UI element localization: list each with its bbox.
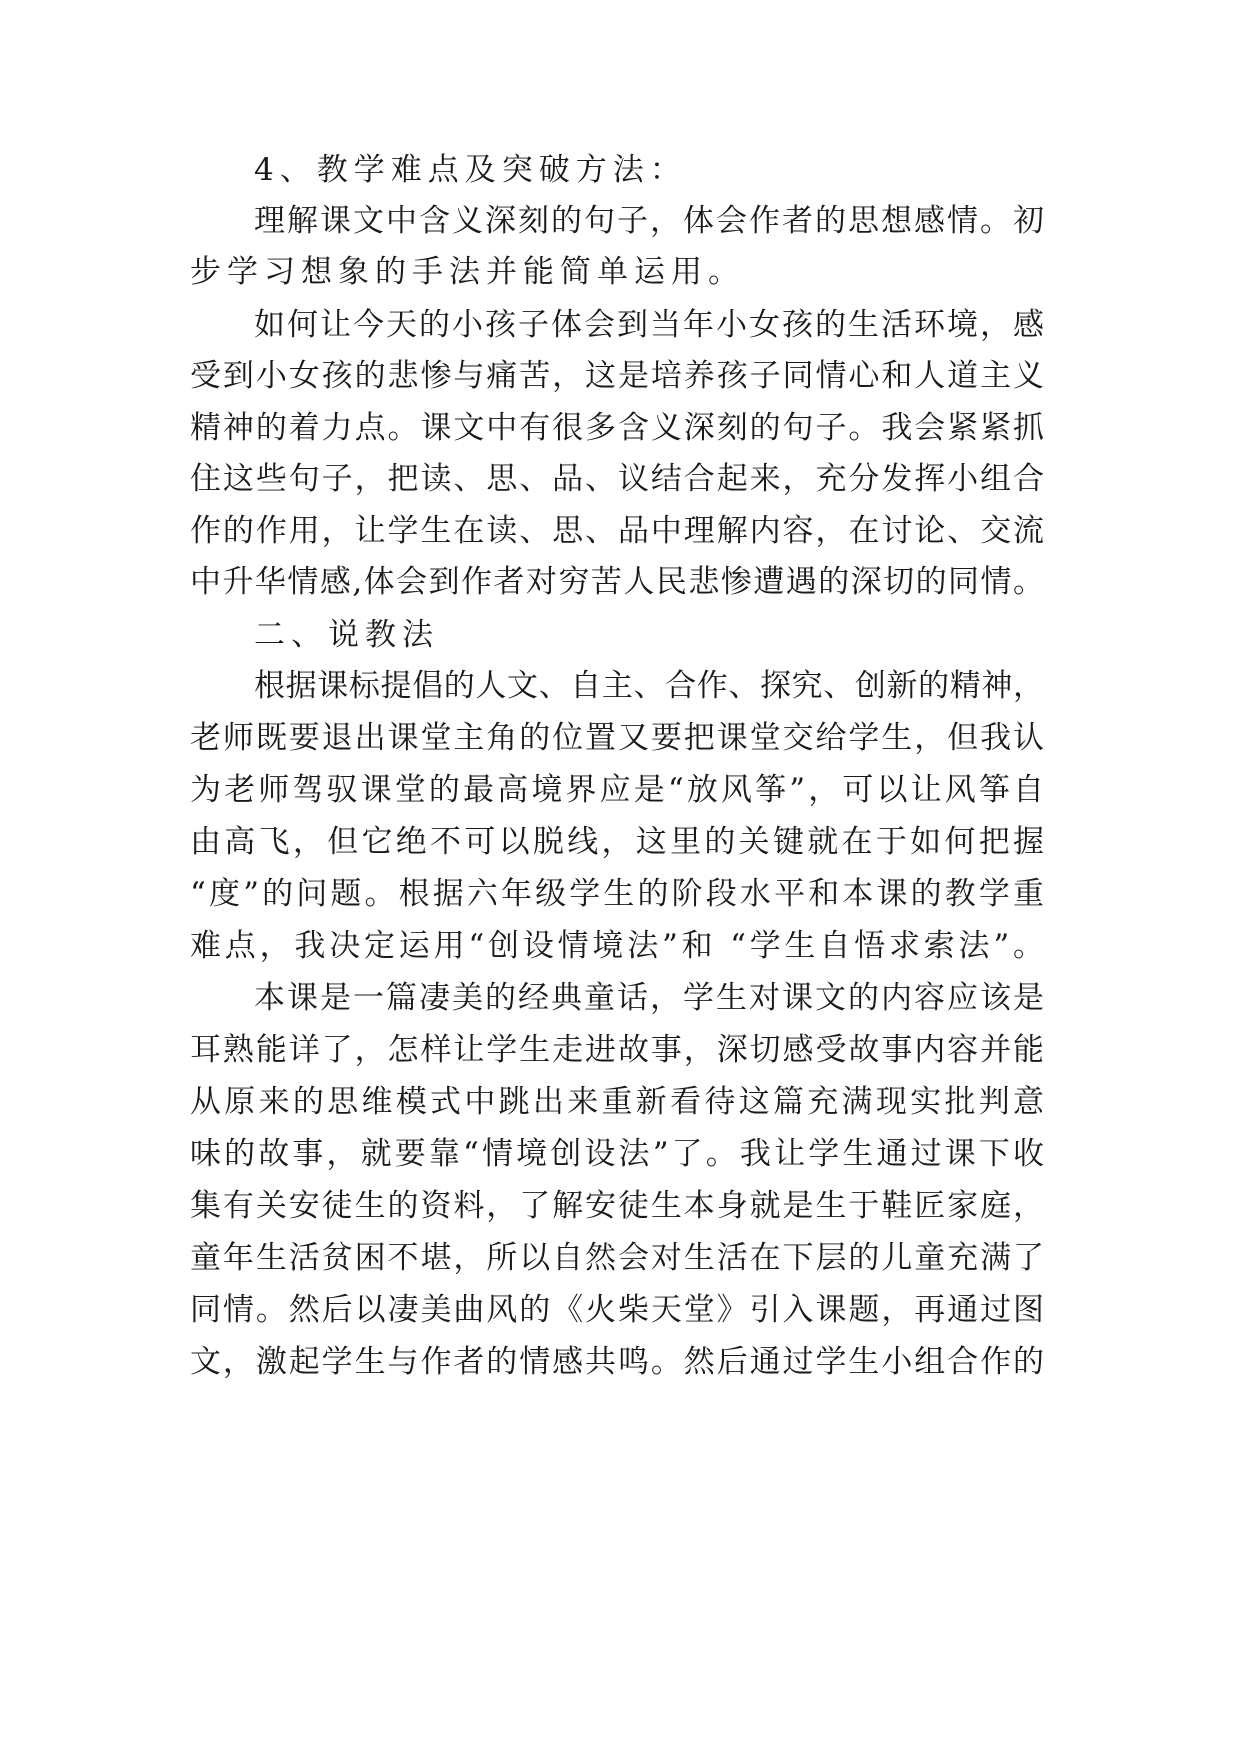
text-line: 住这些句子，把读、思、品、议结合起来，充分发挥小组合 [190, 461, 1044, 497]
text-line: 老师既要退出课堂主角的位置又要把课堂交给学生，但我认 [190, 720, 1044, 756]
text-line: 同情。然后以凄美曲风的《火柴天堂》引入课题，再通过图 [190, 1292, 1044, 1328]
text-line: “度”的问题。根据六年级学生的阶段水平和本课的教学重 [190, 876, 1044, 912]
text-line: 步学习想象的手法并能简单运用。 [190, 254, 745, 290]
text-line: 中升华情感,体会到作者对穷苦人民悲惨遭遇的深切的同情。 [190, 564, 1044, 600]
text-line: 集有关安徒生的资料，了解安徒生本身就是生于鞋匠家庭， [190, 1188, 1044, 1224]
text-line: 味的故事，就要靠“情境创设法”了。我让学生通过课下收 [190, 1136, 1044, 1172]
text-line: 理解课文中含义深刻的句子，体会作者的思想感情。初 [254, 203, 1044, 239]
text-line: 耳熟能详了，怎样让学生走进故事，深切感受故事内容并能 [190, 1032, 1044, 1068]
text-line: 由高飞，但它绝不可以脱线，这里的关键就在于如何把握 [190, 824, 1044, 860]
text-line: 为老师驾驭课堂的最高境界应是“放风筝”，可以让风筝自 [190, 772, 1044, 808]
text-line: 受到小女孩的悲惨与痛苦，这是培养孩子同情心和人道主义 [190, 358, 1044, 394]
text-line: 4、教学难点及突破方法： [254, 152, 687, 188]
text-line: 本课是一篇凄美的经典童话，学生对课文的内容应该是 [254, 980, 1044, 1016]
text-line: 如何让今天的小孩子体会到当年小女孩的生活环境，感 [254, 307, 1044, 343]
text-line: 二、说教法 [254, 617, 439, 653]
text-line: 精神的着力点。课文中有很多含义深刻的句子。我会紧紧抓 [190, 410, 1044, 446]
text-line: 难点，我决定运用“创设情境法”和 “学生自悟求索法”。 [190, 928, 1044, 964]
text-line: 文，激起学生与作者的情感共鸣。然后通过学生小组合作的 [190, 1344, 1044, 1380]
text-line: 童年生活贫困不堪，所以自然会对生活在下层的儿童充满了 [190, 1240, 1044, 1276]
text-line: 从原来的思维模式中跳出来重新看待这篇充满现实批判意 [190, 1084, 1044, 1120]
text-line: 根据课标提倡的人文、自主、合作、探究、创新的精神， [254, 668, 1044, 704]
text-line: 作的作用，让学生在读、思、品中理解内容，在讨论、交流 [190, 513, 1044, 549]
